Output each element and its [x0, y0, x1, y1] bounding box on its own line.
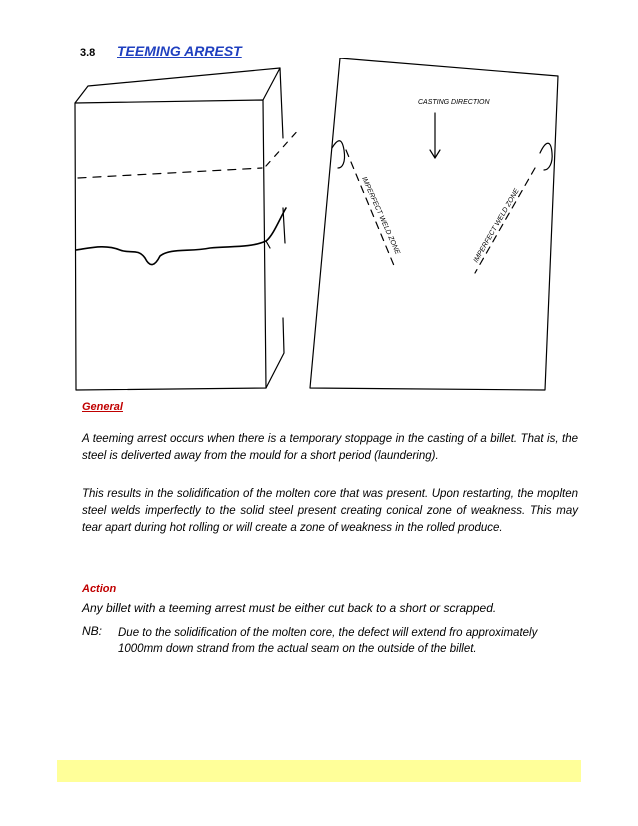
billet-front-face: [75, 100, 266, 390]
casting-direction-label: CASTING DIRECTION: [418, 99, 490, 106]
right-weld-zone-label: IMPERFECT WELD ZONE: [472, 187, 521, 264]
section-title: TEEMING ARREST: [117, 43, 242, 59]
general-heading: General: [82, 401, 123, 413]
action-heading: Action: [82, 583, 117, 595]
section-number: 3.8: [80, 47, 96, 59]
teeming-arrest-sketch: [70, 58, 580, 398]
nb-label: NB:: [82, 624, 103, 638]
billet-right-edge: [280, 68, 283, 138]
billet-dashed-line: [78, 168, 262, 178]
left-weld-zone-label: IMPERFECT WELD ZONE: [360, 175, 401, 256]
general-paragraph-1: A teeming arrest occurs when there is a temporary stoppage in the casting of a billet. That is, the steel is deliverted away from the mould for a short period (laundering).: [82, 433, 578, 462]
billet-section-outline: [310, 58, 558, 390]
action-line: Any billet with a teeming arrest must be either cut back to a short or scrapped.: [82, 601, 497, 615]
nb-text: Due to the solidification of the molten core, the defect will extend fro approximately 1000mm down strand from the actual seam on the outside of the billet.: [118, 627, 538, 655]
footer-highlight-bar: [57, 760, 581, 782]
billet-top-face: [75, 68, 280, 103]
general-paragraph-2: This results in the solidification of the molten core that was present. Upon restarting, the moplten steel welds imperfectly to the solid steel present creating conical zone of weakness. This may tear apart during hot rolling or will create a zone of weakness in the rolled produce.: [82, 488, 578, 534]
teeming-arrest-seam: [76, 208, 286, 265]
